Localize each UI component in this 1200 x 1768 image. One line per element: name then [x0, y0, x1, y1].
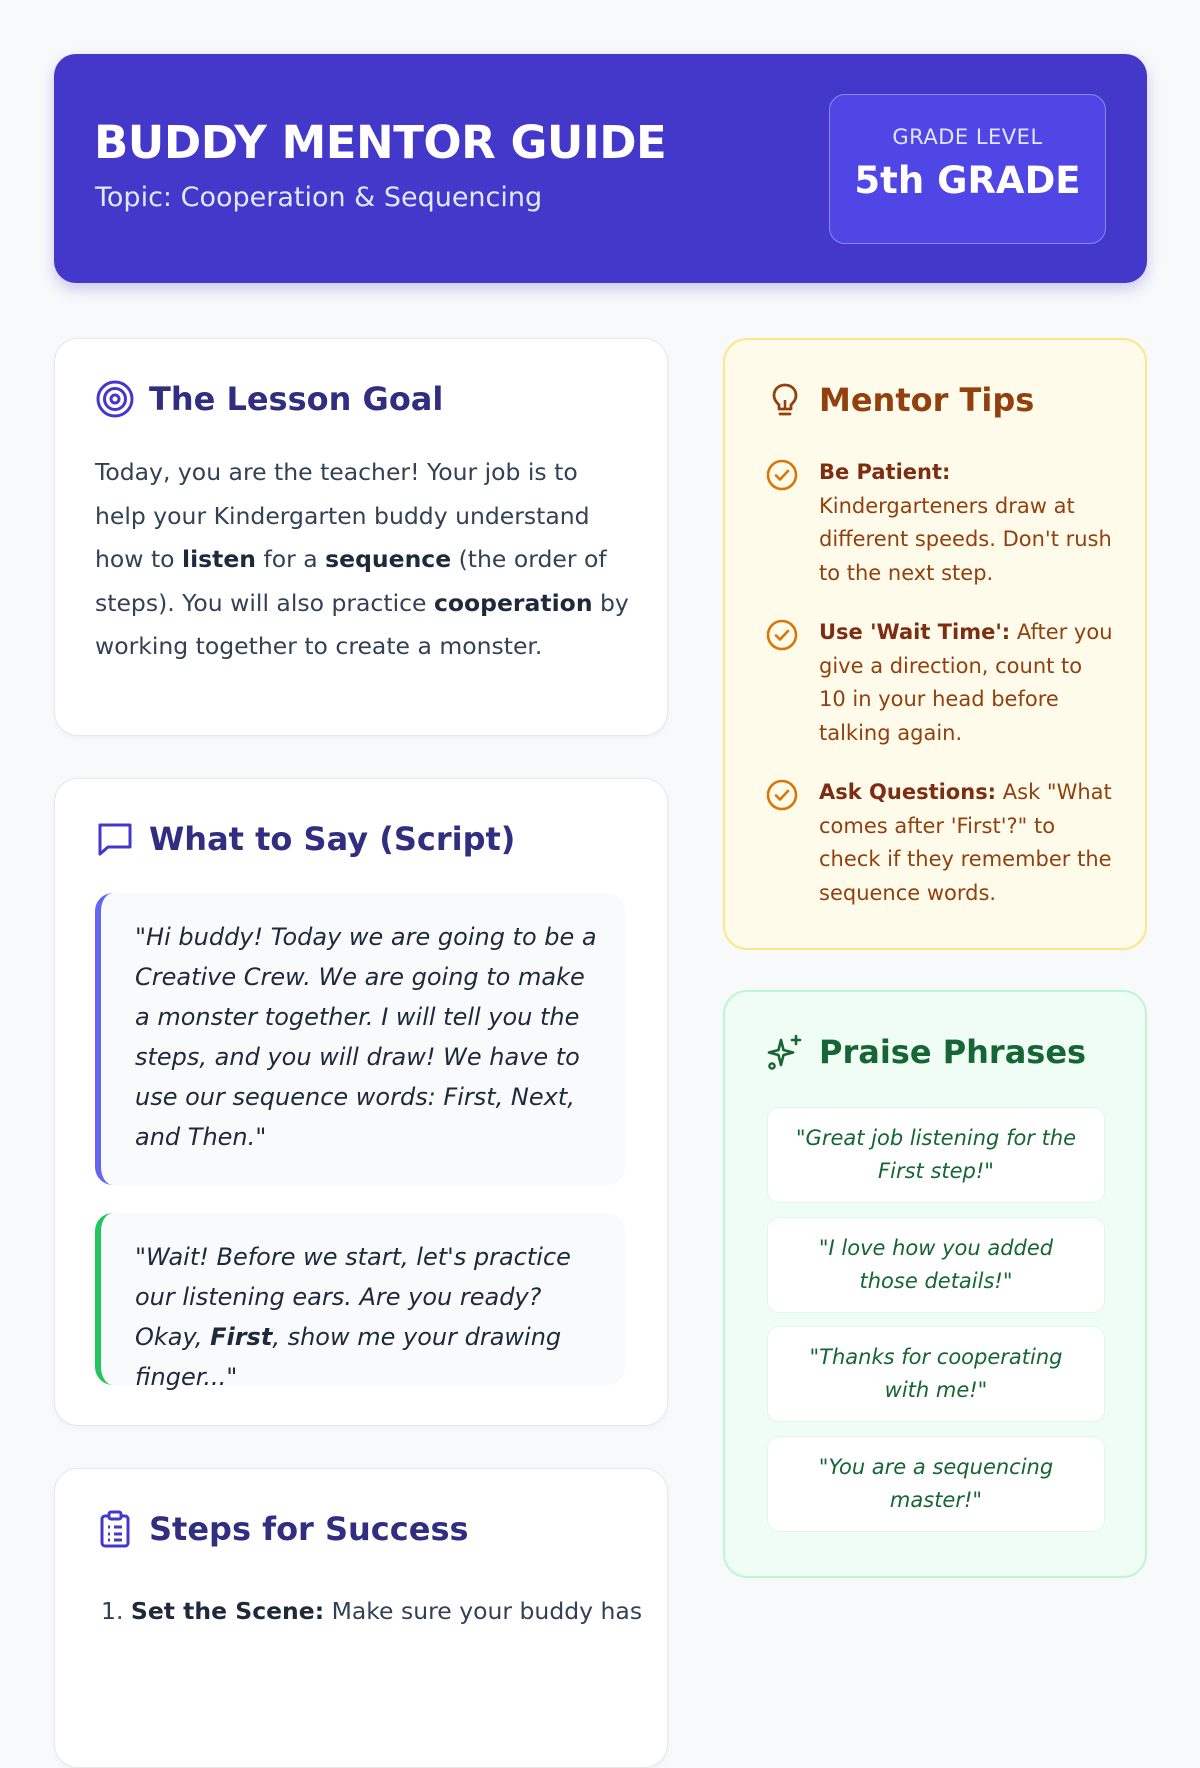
- goal-text-part: (the order of steps). You will also practice: [95, 545, 607, 617]
- quote-keyword-first: First: [210, 1323, 273, 1351]
- step-number: 1.: [101, 1597, 124, 1625]
- praise-phrases-title: Praise Phrases: [819, 1033, 1087, 1071]
- praise-phrases-card: [723, 990, 1147, 1578]
- mentor-tip-text: [819, 456, 1115, 590]
- praise-phrase-item: "I love how you added those details!": [767, 1217, 1105, 1313]
- praise-phrase-item: "You are a sequencing master!": [767, 1436, 1105, 1532]
- grade-level-value: 5th GRADE: [854, 159, 1081, 202]
- script-title: What to Say (Script): [149, 820, 516, 858]
- lesson-goal-title: The Lesson Goal: [149, 380, 444, 418]
- quote-text-part: "Wait! Before we start, let's practice our listening ears. Are you ready? Okay,: [135, 1243, 571, 1351]
- praise-phrase-item: "Thanks for cooperating with me!": [767, 1326, 1105, 1422]
- clipboard-icon: [95, 1509, 135, 1549]
- mentor-tip-item: [765, 456, 1115, 590]
- goal-text-part: by working together to create a monster.: [95, 588, 629, 660]
- goal-text-part: Today, you are the teacher! Your job is to help your Kindergarten buddy understand how to: [95, 458, 590, 573]
- page-title: BUDDY MENTOR GUIDE: [94, 116, 667, 169]
- mentor-tips-heading: [765, 380, 1034, 420]
- script-heading: [95, 819, 515, 859]
- script-quote-intro: "Hi buddy! Today we are going to be a Creative Crew. We are going to make a monster together. I will tell you the steps, and you will draw! We have to use our sequence words: First, Next, and Then.": [95, 893, 625, 1185]
- tip-label: Use 'Wait Time':: [819, 620, 1011, 644]
- quote-text-part: , show me your drawing finger...": [135, 1323, 562, 1391]
- goal-keyword-listen: listen: [182, 545, 257, 573]
- mentor-tip-item: [765, 616, 1115, 750]
- goal-text-part: for a: [256, 545, 326, 573]
- script-quote-practice: [95, 1213, 625, 1391]
- speech-bubble-icon: [95, 819, 135, 859]
- grade-level-label: GRADE LEVEL: [892, 125, 1043, 149]
- lesson-goal-heading: [95, 379, 443, 419]
- steps-title: Steps for Success: [149, 1510, 469, 1548]
- mentor-tip-item: [765, 776, 1115, 910]
- steps-list-item: [101, 1597, 642, 1625]
- praise-phrases-heading: [765, 1032, 1086, 1072]
- tip-body: After you give a direction, count to 10 in your head before talking again.: [819, 620, 1113, 745]
- page-topic: Topic: Cooperation & Sequencing: [95, 182, 543, 213]
- lesson-goal-card: [54, 338, 668, 736]
- tip-label: Be Patient:: [819, 460, 951, 484]
- step-label: Set the Scene:: [130, 1597, 325, 1625]
- tip-body: Kindergarteners draw at different speeds. Don't rush to the next step.: [819, 493, 1112, 585]
- target-icon: [95, 379, 135, 419]
- goal-keyword-cooperation: cooperation: [433, 588, 593, 617]
- mentor-tips-title: Mentor Tips: [819, 381, 1035, 419]
- lesson-goal-text: [95, 451, 635, 669]
- steps-heading: [95, 1509, 469, 1549]
- praise-phrase-item: "Great job listening for the First step!": [767, 1107, 1105, 1203]
- mentor-tips-card: [723, 338, 1147, 950]
- grade-level-badge: [829, 94, 1106, 244]
- goal-keyword-sequence: sequence: [325, 545, 452, 573]
- tip-label: Ask Questions:: [819, 780, 997, 804]
- steps-card: [54, 1468, 668, 1768]
- header-banner: [54, 54, 1147, 283]
- check-circle-icon: [765, 778, 799, 812]
- mentor-tip-text: [819, 616, 1115, 750]
- step-text: Make sure your buddy has: [324, 1597, 643, 1625]
- tip-body: Ask "What comes after 'First'?" to check if they remember the sequence words.: [819, 780, 1112, 905]
- check-circle-icon: [765, 458, 799, 492]
- mentor-tip-text: [819, 776, 1115, 910]
- script-card: [54, 778, 668, 1426]
- check-circle-icon: [765, 618, 799, 652]
- lightbulb-icon: [765, 380, 805, 420]
- sparkles-icon: [765, 1032, 805, 1072]
